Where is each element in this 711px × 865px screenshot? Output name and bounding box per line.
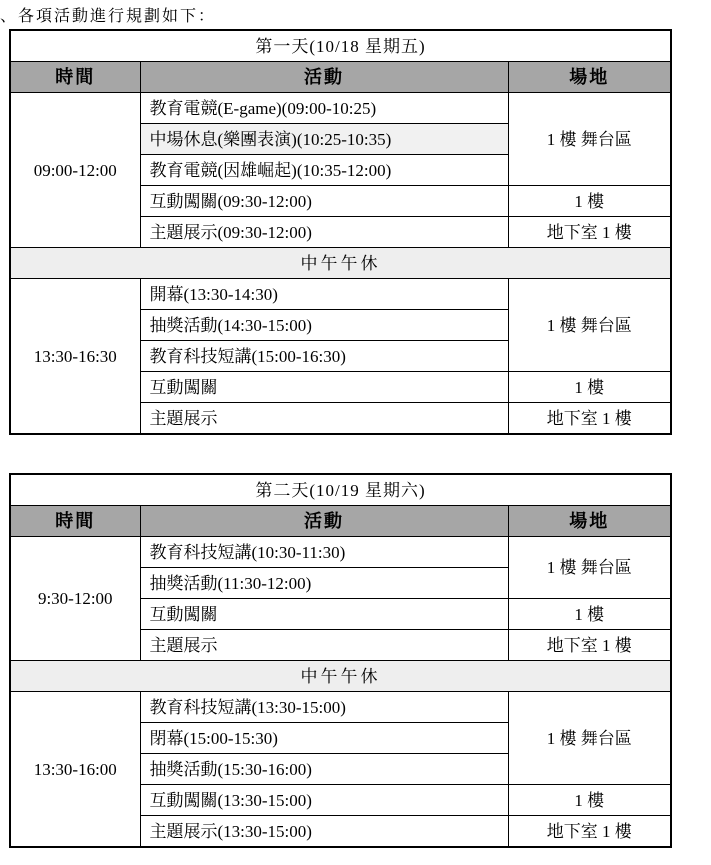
- activity-cell: 教育科技短講(10:30-11:30): [140, 537, 508, 568]
- intro-text: 、各項活動進行規劃如下：: [0, 6, 217, 25]
- day1-lunch-row: [10, 248, 671, 279]
- lunch-break-label: 中午午休: [10, 248, 671, 279]
- header-time: 時間: [10, 62, 140, 93]
- activity-cell: 抽獎活動(11:30-12:00): [140, 568, 508, 599]
- activity-cell: 中場休息(樂團表演)(10:25-10:35): [140, 124, 508, 155]
- location-cell: 地下室 1 樓: [508, 403, 671, 435]
- table-row: [10, 692, 671, 723]
- lunch-break-label: 中午午休: [10, 661, 671, 692]
- table-row: [10, 537, 671, 568]
- location-cell: 1 樓: [508, 599, 671, 630]
- location-cell: 1 樓 舞台區: [508, 93, 671, 186]
- activity-cell: 教育科技短講(15:00-16:30): [140, 341, 508, 372]
- day1-title-row: [10, 30, 671, 62]
- header-activity: 活動: [140, 62, 508, 93]
- activity-cell: 互動闖關(13:30-15:00): [140, 785, 508, 816]
- day1-morning-time: 09:00-12:00: [10, 93, 140, 248]
- activity-cell: 主題展示(13:30-15:00): [140, 816, 508, 848]
- day2-morning-time: 9:30-12:00: [10, 537, 140, 661]
- location-cell: 1 樓: [508, 372, 671, 403]
- activity-cell: 主題展示: [140, 403, 508, 435]
- location-cell: 地下室 1 樓: [508, 630, 671, 661]
- header-location: 場地: [508, 506, 671, 537]
- activity-cell: 教育科技短講(13:30-15:00): [140, 692, 508, 723]
- day2-header-row: [10, 506, 671, 537]
- day2-lunch-row: [10, 661, 671, 692]
- location-cell: 1 樓: [508, 186, 671, 217]
- location-cell: 1 樓 舞台區: [508, 537, 671, 599]
- activity-cell: 閉幕(15:00-15:30): [140, 723, 508, 754]
- location-cell: 1 樓: [508, 785, 671, 816]
- activity-cell: 抽獎活動(14:30-15:00): [140, 310, 508, 341]
- location-cell: 1 樓 舞台區: [508, 279, 671, 372]
- activity-cell: 教育電競(因雄崛起)(10:35-12:00): [140, 155, 508, 186]
- activity-cell: 抽獎活動(15:30-16:00): [140, 754, 508, 785]
- location-cell: 1 樓 舞台區: [508, 692, 671, 785]
- day2-title: 第二天(10/19 星期六): [10, 474, 671, 506]
- activity-cell: 教育電競(E-game)(09:00-10:25): [140, 93, 508, 124]
- header-location: 場地: [508, 62, 671, 93]
- table-row: [10, 93, 671, 124]
- activity-cell: 開幕(13:30-14:30): [140, 279, 508, 310]
- day1-afternoon-time: 13:30-16:30: [10, 279, 140, 435]
- day2-title-row: [10, 474, 671, 506]
- header-activity: 活動: [140, 506, 508, 537]
- activity-cell: 主題展示: [140, 630, 508, 661]
- day1-header-row: [10, 62, 671, 93]
- activity-cell: 互動闖關: [140, 599, 508, 630]
- activity-cell: 互動闖關(09:30-12:00): [140, 186, 508, 217]
- location-cell: 地下室 1 樓: [508, 217, 671, 248]
- table-row: [10, 279, 671, 310]
- day2-afternoon-time: 13:30-16:00: [10, 692, 140, 848]
- day2-schedule-table: [9, 473, 672, 848]
- header-time: 時間: [10, 506, 140, 537]
- location-cell: 地下室 1 樓: [508, 816, 671, 848]
- activity-cell: 主題展示(09:30-12:00): [140, 217, 508, 248]
- day1-schedule-table: [9, 29, 672, 435]
- day1-title: 第一天(10/18 星期五): [10, 30, 671, 62]
- activity-cell: 互動闖關: [140, 372, 508, 403]
